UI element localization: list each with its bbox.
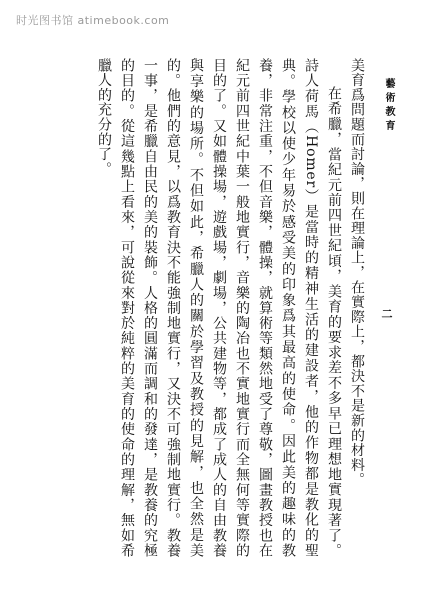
- page-number: 二: [380, 308, 393, 319]
- paragraph-2: 在希臘，當紀元前四世紀頃，美育的要求差不多早已理想地實現著了。詩人荷馬（Homer）是當時的精神生活的建設者，他的作物都是教化的聖典。學校以使少年易於感受美的印象爲其最高的使命。因此美的趣味的教養，非常注重，不但音樂，體操，就算術等類然地受了尊敬，圖畫教授也在紀元前四世紀中葉一般地實行，音樂的陶冶也不實地實行而全無何等實際的目的了。又如體操場，遊戲場，劇場，公共建物等，都成了成人的自由教養與享樂的場所。不但如此，希臘人的關於學習及教授的見解，也全然是美的。他們的意見，以爲教育決不能強制地實行，又決不可強制地實行。教養一事，是希臘自由民的美的裝飾。人格的圓滿而調和的發達，是教養的究極的目的。從這幾點上看來，可說從來對於純粹的美育的使命的理解，無如希臘人的充分的了。: [96, 58, 342, 558]
- paragraph-1: 美育爲問題而討論，則在理論上，在實際上，都決不是新的材料。: [349, 58, 365, 488]
- body-text: [22, 58, 368, 558]
- running-head: 藝術教育: [383, 78, 394, 134]
- book-page: [22, 58, 402, 558]
- watermark: 时光图书馆 atimebook.com: [16, 14, 170, 27]
